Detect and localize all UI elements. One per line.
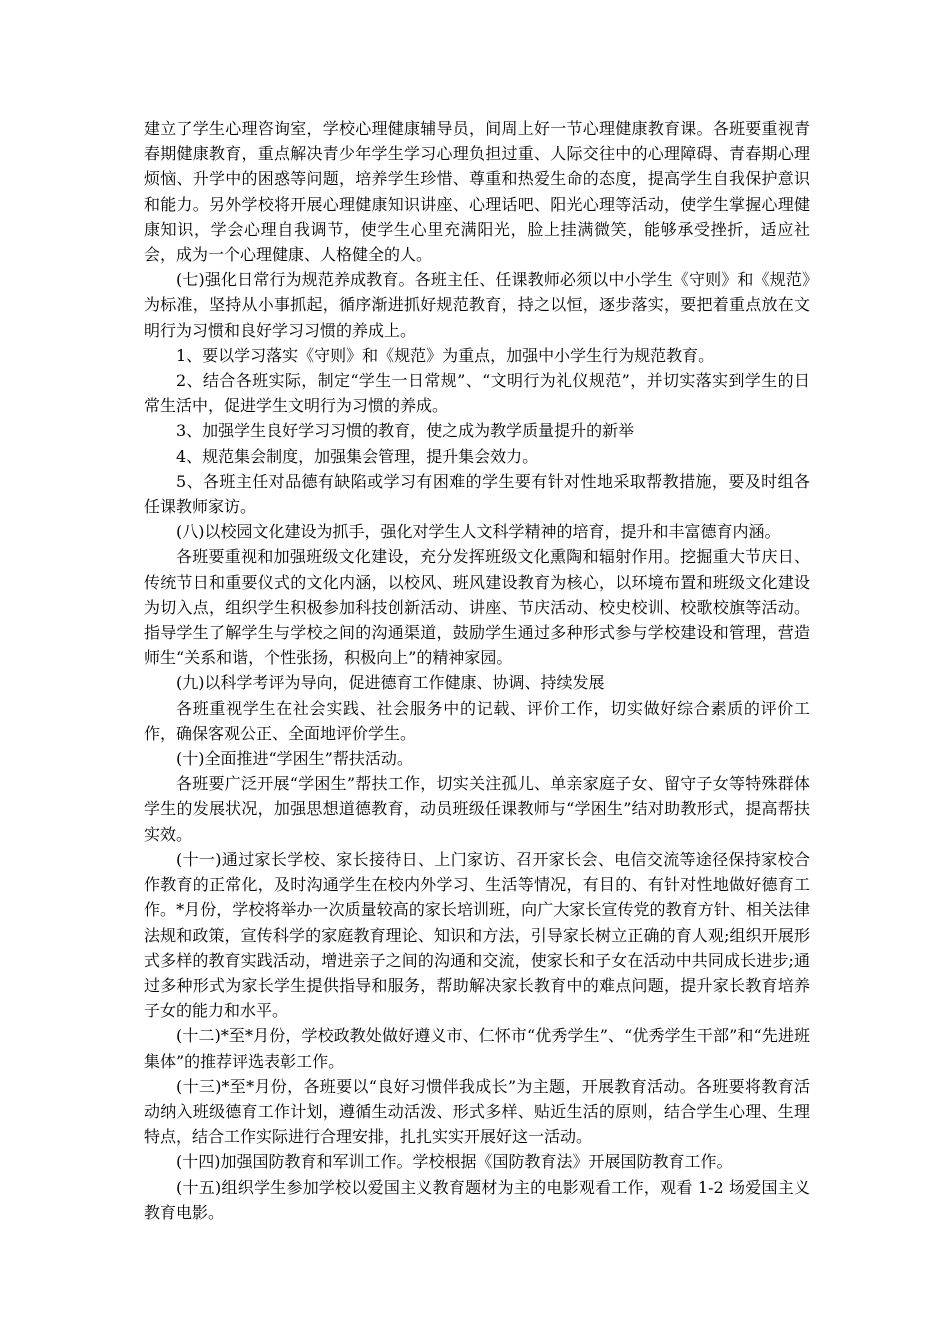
paragraph-section-12: (十二)*至*月份，学校政教处做好遵义市、仁怀市“优秀学生”、“优秀学生干部”和“先进班集体”的推荐评选表彰工作。 — [144, 1026, 810, 1071]
paragraph-item-5: 5、各班主任对品德有缺陷或学习有困难的学生要有针对性地采取帮教措施，要及时组各任课教师家访。 — [144, 471, 810, 517]
paragraph-item-3: 3、加强学生良好学习习惯的教育，使之成为教学质量提升的新举 — [176, 421, 635, 441]
paragraph-psychology-continuation: 建立了学生心理咨询室，学校心理健康辅导员，间周上好一节心理健康教育课。各班要重视青春期健康教育，重点解决青少年学生学习心理负担过重、人际交往中的心理障碍、青春期心理烦恼、升学中的困惑等问题，培养学生珍惜、尊重和热爱生命的态度，提高学生自我保护意识和能力。另外学校将开展心理健康知识讲座、心理话吧、阳光心理等活动，使学生掌握心理健康知识，学会心理自我调节，使学生心里充满阳光，脸上挂满微笑，能够承受挫折，适应社会，成为一个心理健康、人格健全的人。 — [144, 119, 810, 265]
paragraph-item-4: 4、规范集会制度，加强集会管理，提升集会效力。 — [176, 446, 539, 466]
document-body — [144, 116, 810, 1225]
paragraph-section-10: (十)全面推进“学困生”帮扶活动。 — [176, 749, 413, 769]
paragraph-section-13: (十三)*至*月份，各班要以“良好习惯伴我成长”为主题，开展教育活动。各班要将教育活动纳入班级德育工作计划，遵循生动活泼、形式多样、贴近生活的原则，结合学生心理、生理特点，结合工作实际进行合理安排，扎扎实实开展好这一活动。 — [144, 1076, 810, 1147]
paragraph-section-8: (八)以校园文化建设为抓手，强化对学生人文科学精神的培育，提升和丰富德育内涵。 — [176, 522, 781, 542]
paragraph-section-14: (十四)加强国防教育和军训工作。学校根据《国防教育法》开展国防教育工作。 — [176, 1152, 733, 1172]
paragraph-section-8-body: 各班要重视和加强班级文化建设，充分发挥班级文化熏陶和辐射作用。挖掘重大节庆日、传统节日和重要仪式的文化内涵，以校风、班风建设教育为核心，以环境布置和班级文化建设为切入点，组织学生积极参加科技创新活动、讲座、节庆活动、校史校训、校歌校旗等活动。指导学生了解学生与学校之间的沟通渠道，鼓励学生通过多种形式参与学校建设和管理，营造师生“关系和谐，个性张扬，积极向上”的精神家园。 — [144, 547, 810, 668]
paragraph-item-1: 1、要以学习落实《守则》和《规范》为重点，加强中小学生行为规范教育。 — [176, 345, 715, 365]
paragraph-section-9-body: 各班重视学生在社会实践、社会服务中的记载、评价工作，切实做好综合素质的评价工作，确保客观公正、全面地评价学生。 — [144, 698, 810, 743]
paragraph-section-10-body: 各班要广泛开展“学困生”帮扶工作，切实关注孤儿、单亲家庭子女、留守子女等特殊群体学生的发展状况，加强思想道德教育，动员班级任课教师与“学困生”结对助教形式，提高帮扶实效。 — [144, 774, 810, 844]
paragraph-section-11: (十一)通过家长学校、家长接待日、上门家访、召开家长会、电信交流等途径保持家校合作教育的正常化，及时沟通学生在校内外学习、生活等情况，有目的、有针对性地做好德育工作。*月份，学校将举办一次质量较高的家长培训班，向广大家长宣传党的教育方针、相关法律法规和政策，宣传科学的家庭教育理论、知识和方法，引导家长树立正确的育人观;组织开展形式多样的教育实践活动，增进亲子之间的沟通和交流，使家长和子女在活动中共同成长进步;通过多种形式为家长学生提供指导和服务，帮助解决家长教育中的难点问题，提升家长教育培养子女的能力和水平。 — [144, 849, 810, 1021]
paragraph-section-15: (十五)组织学生参加学校以爱国主义教育题材为主的电影观看工作，观看 1-2 场爱国主义教育电影。 — [144, 1177, 810, 1222]
paragraph-section-7: (七)强化日常行为规范养成教育。各班主任、任课教师必须以中小学生《守则》和《规范》为标准，坚持从小事抓起，循序渐进抓好规范教育，持之以恒，逐步落实，要把着重点放在文明行为习惯和良好学习习惯的养成上。 — [144, 270, 810, 340]
paragraph-item-2: 2、结合各班实际，制定“学生一日常规”、“文明行为礼仪规范”，并切实落实到学生的日常生活中，促进学生文明行为习惯的养成。 — [144, 371, 810, 416]
paragraph-section-9: (九)以科学考评为导向，促进德育工作健康、协调、持续发展 — [176, 673, 605, 693]
